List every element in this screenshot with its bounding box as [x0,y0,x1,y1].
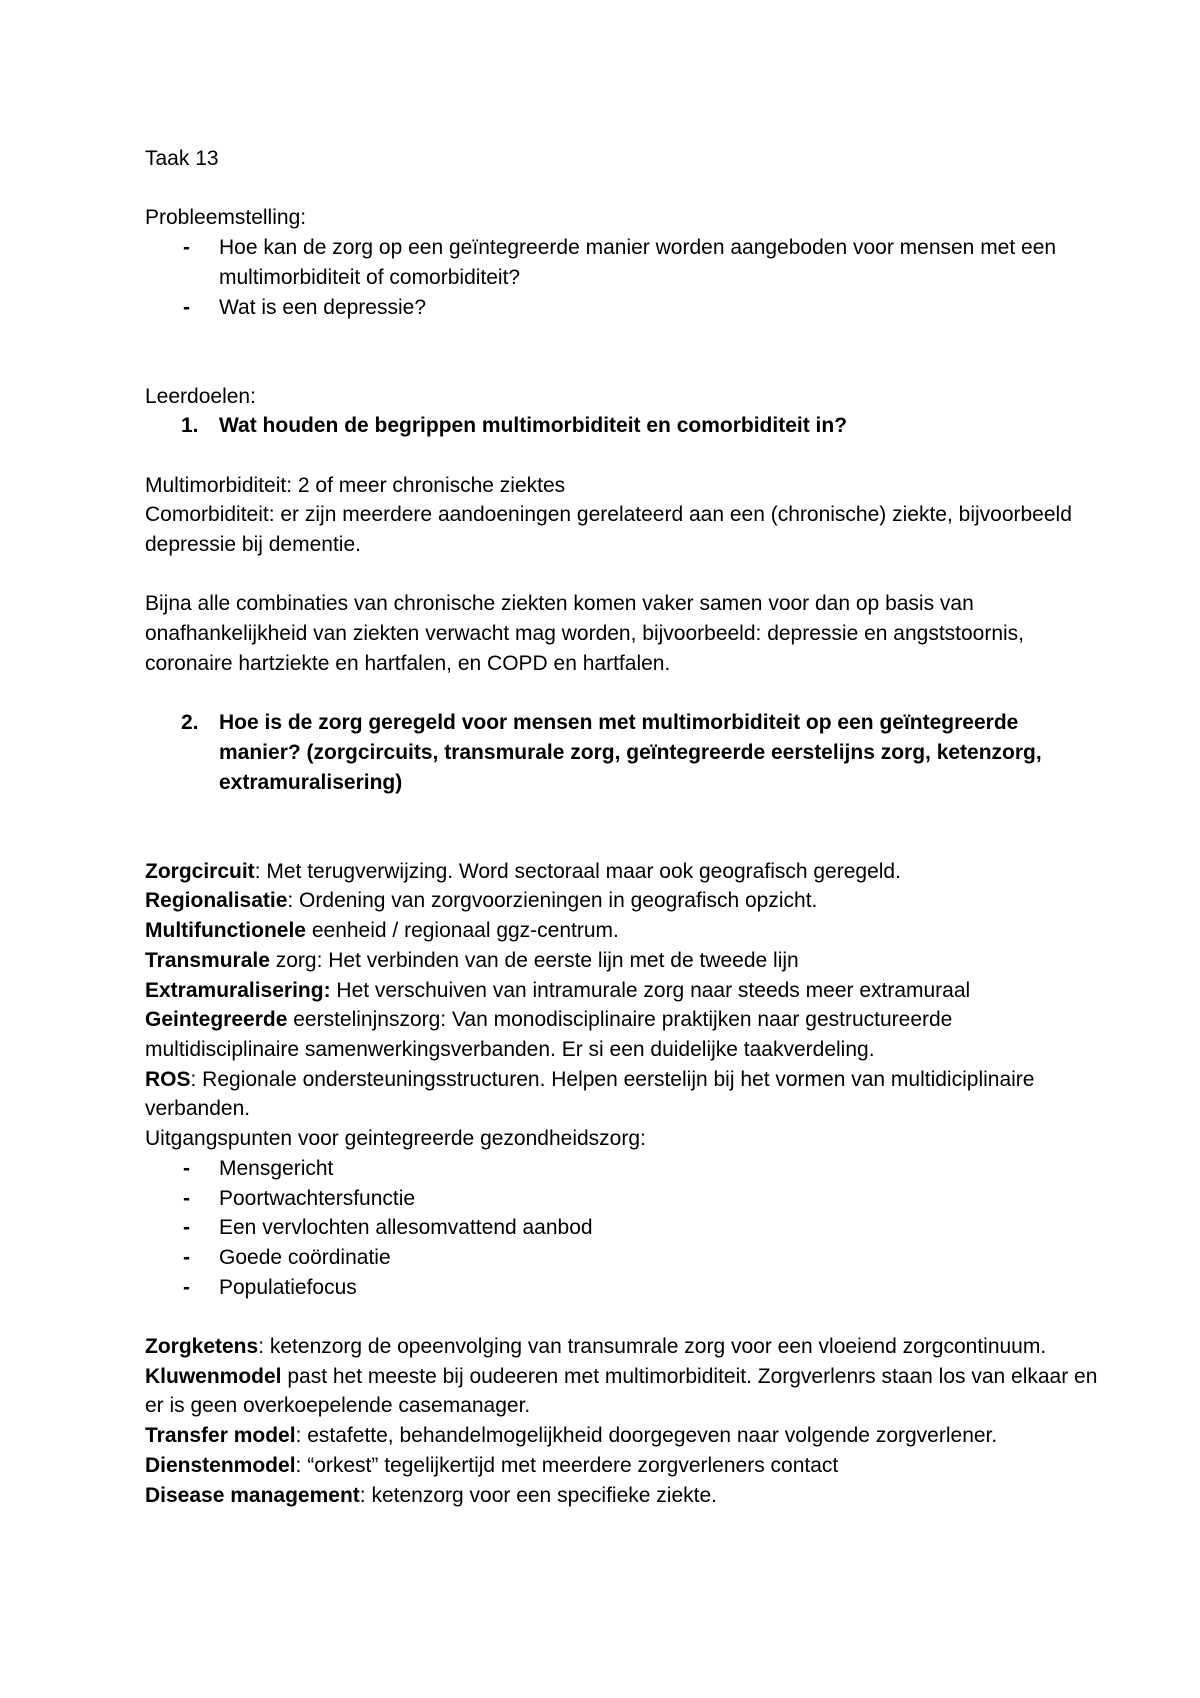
term-label: Multifunctionele [145,919,306,943]
dash-bullet: - [183,236,190,260]
term-description: : Ordening van zorgvoorzieningen in geografisch opzicht. [287,889,818,913]
principles-heading: Uitgangspunten voor geintegreerde gezondheidszorg: [145,1127,646,1151]
goal-list-1 [145,411,1100,441]
term-description: : ketenzorg de opeenvolging van transumrale zorg voor een vloeiend zorgcontinuum. [258,1335,1047,1359]
goal-number-2: 2. [181,711,199,735]
principle-item: Mensgericht [219,1156,334,1180]
term-description: eerstelinjnszorg: Van monodisciplinaire praktijken naar gestructureerde multidisciplinaire samenwerkingsverbanden. Er si een duidelijke taakverdeling. [145,1008,953,1061]
term-label: Transfer model [145,1424,296,1448]
term-label: Extramuralisering: [145,978,331,1002]
dash-bullet: - [183,1156,190,1180]
list-item [145,233,1100,292]
principle-item: Goede coördinatie [219,1245,391,1269]
term-zorgcircuit [145,857,1100,887]
dash-bullet: - [183,1186,190,1210]
zorgketens-paragraph [145,1332,1100,1421]
goal-list-2 [145,708,1100,797]
term-description: zorg: Het verbinden van de eerste lijn met de tweede lijn [269,948,799,972]
term-description: eenheid / regionaal ggz-centrum. [306,919,619,943]
principle-item: Een vervlochten allesomvattend aanbod [219,1216,593,1240]
goal-question-1-text: Wat houden de begrippen multimorbiditeit en comorbiditeit in? [219,414,848,438]
term-transmurale [145,946,1100,976]
term-description: : estafette, behandelmogelijkheid doorgegeven naar volgende zorgverlener. [295,1424,998,1448]
goals-heading: Leerdoelen: [145,384,256,408]
principles-list [145,1154,1100,1303]
term-transfer-model [145,1421,1100,1451]
principle-item: Poortwachtersfunctie [219,1186,416,1210]
term-label: Dienstenmodel [145,1453,296,1477]
term-description: : “orkest” tegelijkertijd met meerdere zorgverleners contact [295,1453,839,1477]
list-item [145,293,1100,323]
problem-list [145,233,1100,322]
term-description: : ketenzorg voor een specifieke ziekte. [359,1483,717,1507]
term-label: Zorgcircuit [145,859,255,883]
dash-bullet: - [183,1245,190,1269]
list-item [145,1273,1100,1303]
term-label: Regionalisatie [145,889,288,913]
term-description: past het meeste bij oudeeren met multimorbiditeit. Zorgverlenrs staan los van elkaar en er is geen overkoepelende casemanager. [145,1364,1098,1418]
list-item [145,1184,1100,1214]
term-dienstenmodel [145,1451,1100,1481]
dash-bullet: - [183,295,190,319]
dash-bullet: - [183,1216,190,1240]
combinations-paragraph: Bijna alle combinaties van chronische ziekten komen vaker samen voor dan op basis van onafhankelijkheid van ziekten verwacht mag worden, bijvoorbeeld: depressie en angststoornis, coronaire hartziekte en hartfalen, en COPD en hartfalen. [145,592,1025,675]
problem-heading: Probleemstelling: [145,206,307,230]
term-label: ROS [145,1067,191,1091]
term-disease-management [145,1481,1100,1511]
list-item [145,1243,1100,1273]
problem-item-1: Hoe kan de zorg op een geïntegreerde manier worden aangeboden voor mensen met een multimorbiditeit of comorbiditeit? [219,236,1057,289]
term-label: Kluwenmodel [145,1364,282,1388]
list-item [145,1154,1100,1184]
dash-bullet: - [183,1275,190,1299]
term-extramuralisering [145,976,1100,1006]
goal-question-1 [145,411,1100,441]
goal-question-2-text: Hoe is de zorg geregeld voor mensen met multimorbiditeit op een geïntegreerde manier? (zorgcircuits, transmurale zorg, geïntegreerde eerstelijns zorg, ketenzorg, extramuralisering) [219,711,1042,794]
goal-number-1: 1. [181,414,199,438]
list-item [145,1213,1100,1243]
document-title: Taak 13 [145,147,219,170]
problem-item-2: Wat is een depressie? [219,295,426,319]
term-description: Het verschuiven van intramurale zorg naar steeds meer extramuraal [330,978,971,1002]
term-description: : Met terugverwijzing. Word sectoraal maar ook geografisch geregeld. [254,859,901,883]
term-ros [145,1065,1100,1124]
definition-comorbiditeit: Comorbiditeit: er zijn meerdere aandoeningen gerelateerd aan een (chronische) ziekte, bijvoorbeeld depressie bij dementie. [145,503,1072,557]
term-geintegreerde [145,1005,1100,1064]
term-description: : Regionale ondersteuningsstructuren. Helpen eerstelijn bij het vormen van multidiciplinaire verbanden. [145,1067,1035,1121]
term-regionalisatie [145,886,1100,916]
term-label: Transmurale [145,948,270,972]
term-label: Geintegreerde [145,1008,288,1032]
term-label: Disease management [145,1483,360,1507]
goal-question-2 [145,708,1100,797]
definition-multimorbiditeit: Multimorbiditeit: 2 of meer chronische ziektes [145,473,566,497]
principle-item: Populatiefocus [219,1275,357,1299]
term-label: Zorgketens [145,1335,259,1359]
term-multifunctionele [145,916,1100,946]
